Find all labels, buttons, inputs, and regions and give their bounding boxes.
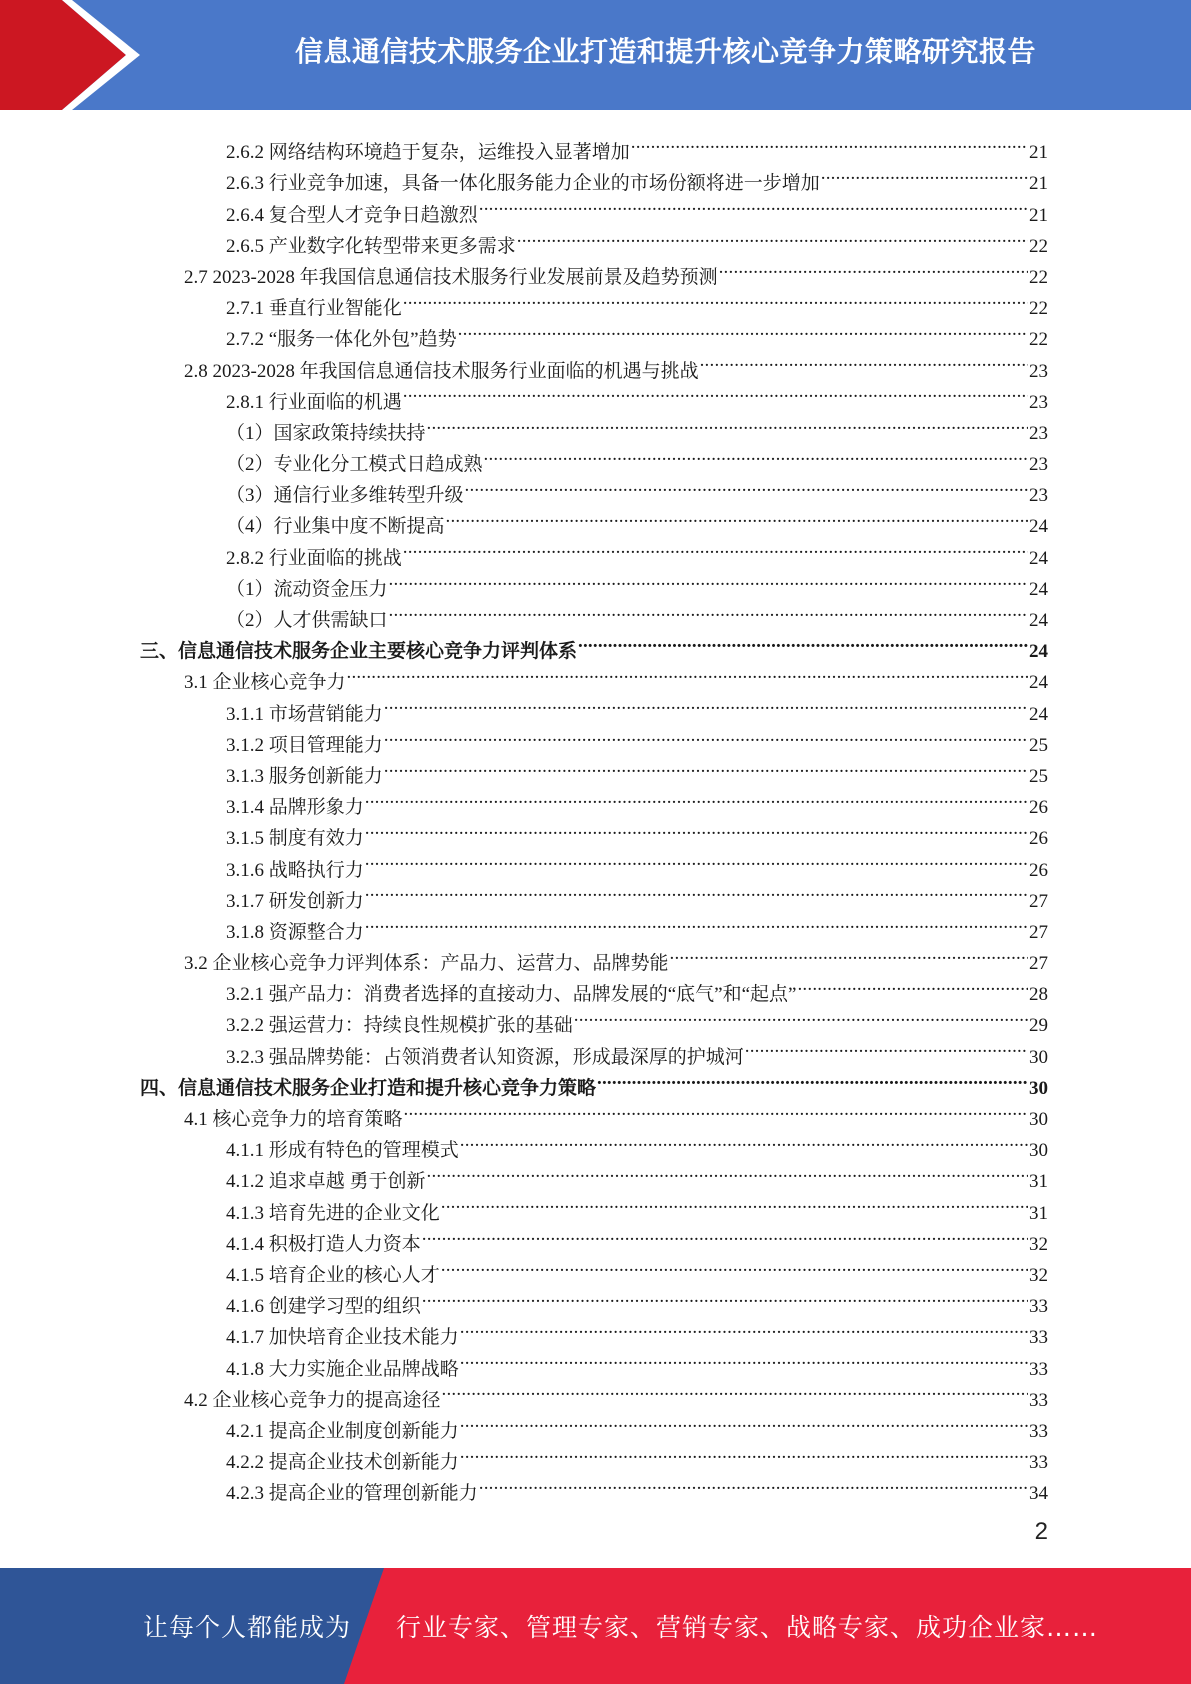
toc-entry-title: 4.1.7 加快培育企业技术能力 (226, 1327, 459, 1349)
toc-entry-title: 2.6.2 网络结构环境趋于复杂，运维投入显著增加 (226, 142, 630, 164)
toc-entry-title: （1）流动资金压力 (226, 578, 388, 600)
toc-entry-page: 26 (1029, 797, 1048, 819)
toc-entry-page: 24 (1029, 610, 1048, 631)
toc-dot-leader (442, 1375, 1028, 1406)
toc-dot-leader (347, 657, 1028, 688)
toc-entry-title: （1）国家政策持续扶持 (226, 422, 426, 444)
toc-entry-page: 24 (1029, 672, 1048, 694)
toc-dot-leader (484, 439, 1028, 470)
toc-dot-leader (460, 1312, 1028, 1343)
toc-dot-leader (422, 1219, 1028, 1250)
toc-dot-leader (797, 969, 1028, 1000)
header-arrow-decoration (0, 0, 150, 110)
toc-dot-leader (670, 938, 1028, 969)
toc-entry-title: 3.1.3 服务创新能力 (226, 765, 383, 787)
toc-entry-title: 2.7.2 “服务一体化外包”趋势 (226, 329, 457, 351)
toc-entry-page: 24 (1029, 641, 1048, 663)
toc-entry-page: 24 (1029, 516, 1048, 538)
toc-dot-leader (427, 408, 1028, 439)
toc-dot-leader (389, 595, 1028, 626)
page-number: 2 (1034, 1518, 1048, 1545)
toc-entry-title: 3.1.7 研发创新力 (226, 890, 364, 912)
toc-dot-leader (365, 876, 1028, 907)
toc-entry-title: 3.1.8 资源整合力 (226, 921, 364, 943)
toc-dot-leader (422, 1281, 1028, 1312)
toc-dot-leader (446, 501, 1028, 532)
toc-entry-title: 4.1.4 积极打造人力资本 (226, 1233, 421, 1255)
toc-entry-title: 3.1.5 制度有效力 (226, 828, 364, 850)
toc-entry-page: 30 (1029, 1109, 1048, 1130)
toc-entry-page: 27 (1029, 953, 1048, 975)
report-title: 信息通信技术服务企业打造和提升核心竞争力策略研究报告 (294, 35, 1036, 68)
toc-entry-page: 28 (1029, 984, 1048, 1006)
toc-entry-page: 32 (1029, 1233, 1048, 1255)
toc-entry-title: 4.2.2 提高企业技术创新能力 (226, 1452, 459, 1474)
toc-entry-page: 26 (1029, 859, 1048, 881)
toc-entry-title: 3.2.3 强品牌势能：占领消费者认知资源，形成最深厚的护城河 (226, 1046, 744, 1068)
toc-entry-title: 4.1.1 形成有特色的管理模式 (226, 1140, 459, 1162)
toc-dot-leader (384, 688, 1028, 719)
toc-entry-page: 23 (1029, 422, 1048, 444)
toc-entry-page: 31 (1029, 1171, 1048, 1193)
toc-entry-title: 2.6.5 产业数字化转型带来更多需求 (226, 235, 516, 257)
toc-entry-title: （2）专业化分工模式日趋成熟 (226, 454, 483, 476)
toc-dot-leader (389, 564, 1028, 595)
toc-entry-page: 23 (1029, 360, 1048, 382)
toc-dot-leader (460, 1406, 1028, 1437)
toc-entry-title: 4.1.2 追求卓越 勇于创新 (226, 1171, 426, 1193)
footer-slogan-right: 行业专家、管理专家、营销专家、战略专家、成功企业家…… (396, 1613, 1099, 1642)
toc-entry-title: 4.1.3 培育先进的企业文化 (226, 1202, 440, 1224)
toc-entry-page: 34 (1029, 1483, 1048, 1505)
toc-entry-title: 4.1.8 大力实施企业品牌战略 (226, 1358, 459, 1380)
page-footer (0, 1568, 1191, 1684)
toc-entry-title: 3.1.4 品牌形象力 (226, 797, 364, 819)
toc-entry-page: 24 (1029, 578, 1048, 600)
toc-entry-page: 31 (1029, 1202, 1048, 1224)
toc-entry-title: 2.6.4 复合型人才竞争日趋激烈 (226, 204, 478, 226)
toc-entry-page: 29 (1029, 1015, 1048, 1037)
toc-dot-leader (365, 782, 1028, 813)
toc-entry-page: 30 (1029, 1140, 1048, 1162)
toc-entry-title: 2.8 2023-2028 年我国信息通信技术服务行业面临的机遇与挑战 (184, 360, 699, 382)
toc-dot-leader (460, 1437, 1028, 1468)
toc-entry-title: 3.2 企业核心竞争力评判体系：产品力、运营力、品牌势能 (184, 953, 669, 975)
toc-dot-leader (479, 1468, 1028, 1499)
toc-entry-page: 33 (1029, 1296, 1048, 1318)
toc-entry-title: 3.1 企业核心竞争力 (184, 672, 346, 694)
toc-entry-title: （3）通信行业多维转型升级 (226, 485, 464, 507)
toc-entry-title: 3.1.2 项目管理能力 (226, 734, 383, 756)
toc-entry-title: 4.2 企业核心竞争力的提高途径 (184, 1389, 441, 1411)
toc-entry-page: 23 (1029, 391, 1048, 413)
toc-entry-page: 33 (1029, 1389, 1048, 1411)
toc-entry-title: 四、信息通信技术服务企业打造和提升核心竞争力策略 (140, 1077, 597, 1099)
toc-entry-title: （4）行业集中度不断提高 (226, 516, 445, 538)
toc-entry-title: 4.2.1 提高企业制度创新能力 (226, 1420, 459, 1442)
toc-entry-title: （2）人才供需缺口 (226, 610, 388, 631)
toc-entry-page: 33 (1029, 1358, 1048, 1380)
toc-entry-page: 24 (1029, 703, 1048, 725)
toc-entry-page: 21 (1029, 204, 1048, 226)
toc-entry-page: 26 (1029, 828, 1048, 850)
toc-dot-leader (384, 720, 1028, 751)
toc-entry-title: 3.2.2 强运营力：持续良性规模扩张的基础 (226, 1015, 573, 1037)
toc-dot-leader (403, 377, 1028, 408)
toc-entry[interactable] (140, 127, 1048, 164)
toc-entry-page: 21 (1029, 142, 1048, 164)
toc-dot-leader (384, 751, 1028, 782)
toc-dot-leader (517, 221, 1028, 252)
toc-dot-leader (365, 813, 1028, 844)
toc-entry-page: 33 (1029, 1420, 1048, 1442)
toc-entry-title: 3.1.1 市场营销能力 (226, 703, 383, 725)
toc-entry-page: 22 (1029, 266, 1048, 288)
toc-dot-leader (404, 1094, 1028, 1125)
toc-dot-leader (365, 907, 1028, 938)
toc-dot-leader (403, 283, 1028, 314)
toc-dot-leader (427, 1156, 1028, 1187)
toc-entry-page: 24 (1029, 547, 1048, 569)
toc-entry-page: 23 (1029, 454, 1048, 476)
toc-entry-page: 22 (1029, 329, 1048, 351)
toc-dot-leader (458, 314, 1028, 345)
toc-dot-leader (719, 252, 1028, 283)
toc-entry-title: 4.1.5 培育企业的核心人才 (226, 1264, 440, 1286)
toc-entry-page: 27 (1029, 921, 1048, 943)
toc-entry-title: 2.8.2 行业面临的挑战 (226, 547, 402, 569)
toc-entry-page: 30 (1029, 1046, 1048, 1068)
toc-entry-page: 33 (1029, 1327, 1048, 1349)
toc-dot-leader (441, 1187, 1028, 1218)
toc-dot-leader (700, 345, 1028, 376)
footer-slogan-left: 让每个人都能成为 (143, 1613, 352, 1642)
toc-dot-leader (574, 1000, 1028, 1031)
toc-dot-leader (631, 127, 1028, 158)
toc-dot-leader (597, 1063, 1028, 1094)
toc-entry-page: 25 (1029, 765, 1048, 787)
toc-entry-page: 22 (1029, 235, 1048, 257)
toc-entry-title: 2.6.3 行业竞争加速，具备一体化服务能力企业的市场份额将进一步增加 (226, 173, 820, 195)
table-of-contents (140, 127, 1048, 1505)
toc-entry-page: 27 (1029, 890, 1048, 912)
toc-dot-leader (578, 626, 1028, 657)
toc-entry-title: 4.1.6 创建学习型的组织 (226, 1296, 421, 1318)
toc-entry-page: 30 (1029, 1077, 1048, 1099)
toc-entry-title: 4.2.3 提高企业的管理创新能力 (226, 1483, 478, 1505)
toc-dot-leader (365, 844, 1028, 875)
toc-dot-leader (460, 1343, 1028, 1374)
toc-entry-page: 22 (1029, 298, 1048, 320)
toc-dot-leader (465, 470, 1028, 501)
toc-entry-page: 32 (1029, 1264, 1048, 1286)
page-header (0, 0, 1191, 110)
toc-entry-title: 4.1 核心竞争力的培育策略 (184, 1109, 403, 1130)
toc-dot-leader (479, 189, 1028, 220)
toc-dot-leader (441, 1250, 1028, 1281)
toc-entry-title: 2.7.1 垂直行业智能化 (226, 298, 402, 320)
toc-entry-page: 21 (1029, 173, 1048, 195)
toc-dot-leader (821, 158, 1028, 189)
toc-entry-page: 33 (1029, 1452, 1048, 1474)
toc-entry-title: 2.7 2023-2028 年我国信息通信技术服务行业发展前景及趋势预测 (184, 266, 718, 288)
toc-entry-page: 23 (1029, 485, 1048, 507)
toc-entry-page: 25 (1029, 734, 1048, 756)
toc-entry-title: 3.1.6 战略执行力 (226, 859, 364, 881)
toc-dot-leader (460, 1125, 1028, 1156)
toc-dot-leader (745, 1031, 1028, 1062)
toc-entry-title: 2.8.1 行业面临的机遇 (226, 391, 402, 413)
toc-dot-leader (403, 532, 1028, 563)
toc-entry-title: 3.2.1 强产品力：消费者选择的直接动力、品牌发展的“底气”和“起点” (226, 984, 797, 1006)
toc-entry-title: 三、信息通信技术服务企业主要核心竞争力评判体系 (140, 641, 578, 663)
